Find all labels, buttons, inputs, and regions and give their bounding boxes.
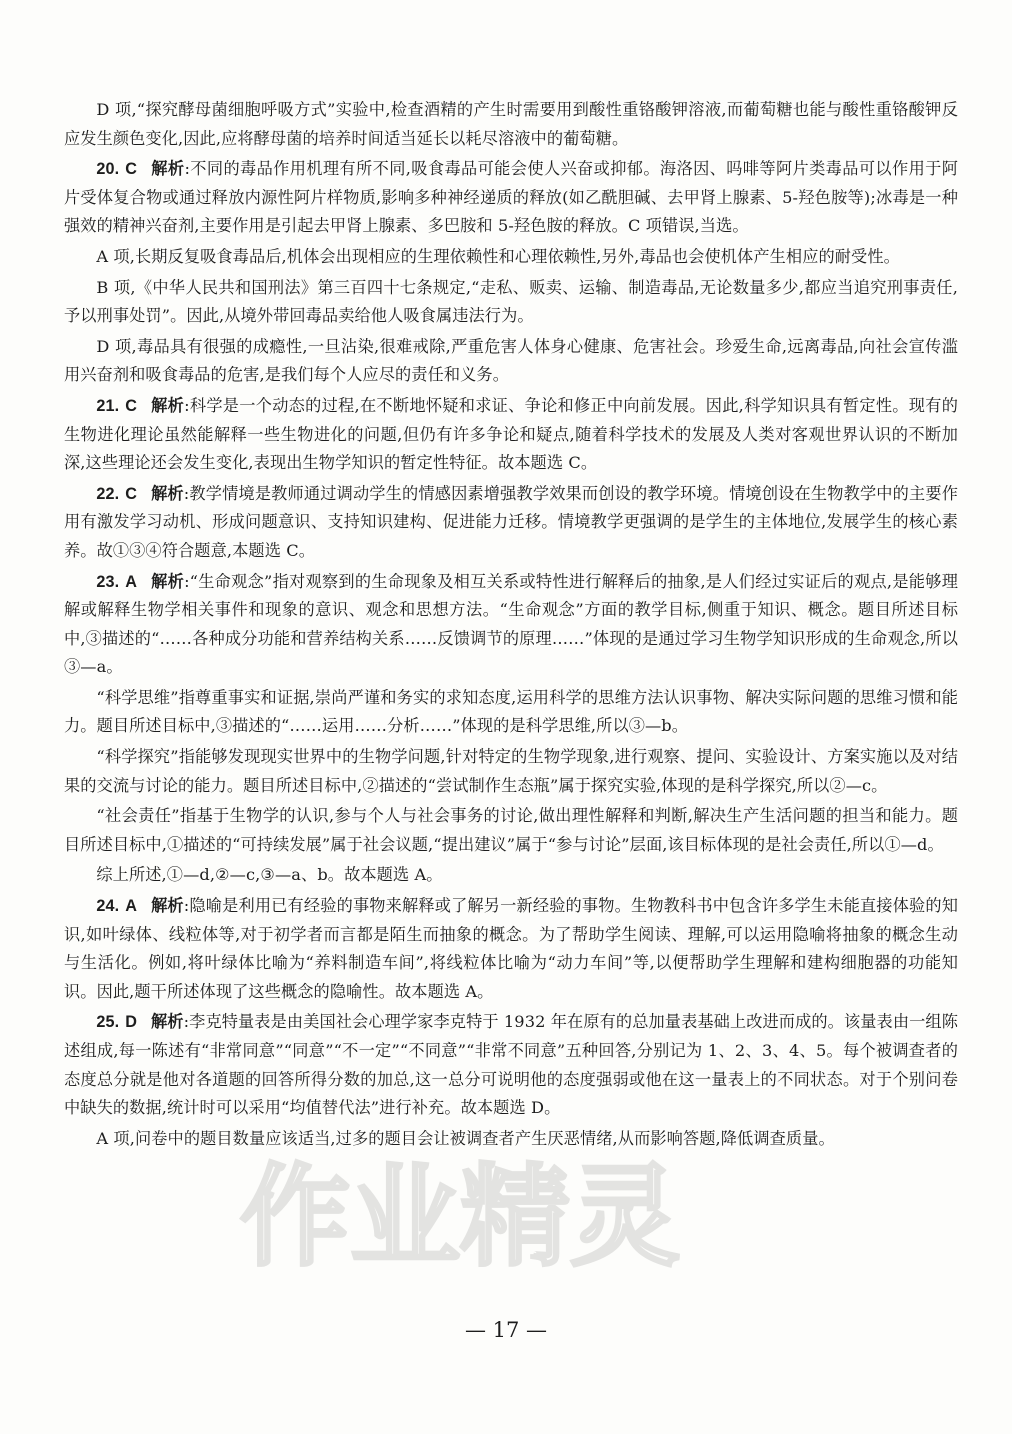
page-number: — 17 — — [464, 1318, 548, 1342]
paragraph-text: “科学探究”指能够发现现实世界中的生物学问题,针对特定的生物学现象,进行观察、提问、实验设计、方案实施以及对结果的交流与讨论的能力。题目所述目标中,②描述的“尝试制作生态瓶”属于探究实验,体现的是科学探究,所以②—c。 — [64, 747, 958, 795]
answer-letter: C — [125, 484, 137, 503]
watermark-logo — [230, 1150, 790, 1280]
paragraph-q24 — [64, 892, 958, 1006]
answer-letter: C — [125, 160, 137, 179]
paragraph-text: :“生命观念”指对观察到的生命现象及相互关系或特性进行解释后的抽象,是人们经过实证后的观点,是能够理解或解释生物学相关事件和现象的意识、观念和思想方法。“生命观念”方面的教学目标,侧重于知识、概念。题目所述目标中,③描述的“……各种成分功能和营养结构关系……反馈调节的原理……”体现的是通过学习生物学知识形成的生命观念,所以③—a。 — [64, 571, 958, 677]
answer-letter: A — [125, 897, 137, 916]
paragraph-text: :李克特量表是由美国社会心理学家李克特于 1932 年在原有的总加量表基础上改进而成的。该量表由一组陈述组成,每一陈述有“非常同意”“同意”“不一定”“不同意”“非常不同意”五种回答,分别记为 1、2、3、4、5。每个被调查者的态度总分就是他对各道题的回答所得分数的加总,这一总分可说明他的态度强弱或他在这一量表上的不同状态。对于个别问卷中缺失的数据,统计时可以采用“均值替代法”进行补充。故本题选 D。 — [64, 1012, 958, 1118]
paragraph — [64, 743, 958, 800]
paragraph-q21 — [64, 392, 958, 478]
paragraph — [64, 684, 958, 741]
question-number: 22. — [96, 484, 120, 503]
paragraph-text: :教学情境是教师通过调动学生的情感因素增强教学效果而创设的教学环境。情境创设在生物教学中的主要作用有激发学习动机、形成问题意识、支持知识建构、促进能力迁移。情境教学更强调的是学生的主体地位,发展学生的核心素养。故①③④符合题意,本题选 C。 — [64, 483, 959, 560]
paragraph-text: “科学思维”指尊重事实和证据,崇尚严谨和务实的求知态度,运用科学的思维方法认识事物、解决实际问题的思维习惯和能力。题目所述目标中,③描述的“……运用……分析……”体现的是科学思维,所以③—b。 — [64, 687, 958, 736]
paragraph — [64, 96, 958, 153]
paragraph-text: A 项,长期反复吸食毒品后,机体会出现相应的生理依赖性和心理依赖性,另外,毒品也会使机体产生相应的耐受性。 — [96, 246, 900, 266]
paragraph — [64, 243, 958, 272]
analysis-label: 解析 — [151, 483, 184, 503]
paragraph-q23 — [64, 568, 958, 682]
analysis-label: 解析 — [151, 159, 185, 179]
paragraph-text: 综上所述,①—d,②—c,③—a、b。故本题选 A。 — [96, 865, 443, 885]
analysis-label: 解析 — [151, 571, 185, 591]
analysis-label: 解析 — [151, 896, 184, 916]
answer-letter: D — [125, 1013, 137, 1032]
paragraph — [64, 274, 958, 331]
paragraph — [64, 1125, 958, 1154]
question-number: 20. — [96, 160, 120, 179]
paragraph-q22 — [64, 480, 958, 566]
question-number: 25. — [96, 1013, 120, 1032]
paragraph — [64, 802, 958, 859]
paragraph-text: B 项,《中华人民共和国刑法》第三百四十七条规定,“走私、贩卖、运输、制造毒品,无论数量多少,都应当追究刑事责任,予以刑事处罚”。因此,从境外带回毒品卖给他人吸食属违法行为。 — [64, 277, 958, 326]
analysis-label: 解析 — [151, 1012, 184, 1032]
paragraph — [64, 861, 958, 890]
paragraph-q25 — [64, 1008, 958, 1122]
paragraph-text: D 项,“探究酵母菌细胞呼吸方式”实验中,检查酒精的产生时需要用到酸性重铬酸钾溶液,而葡萄糖也能与酸性重铬酸钾反应发生颜色变化,因此,应将酵母菌的培养时间适当延长以耗尽溶液中的葡萄糖。 — [64, 100, 958, 148]
answer-letter: A — [125, 572, 137, 591]
paragraph-text: :隐喻是利用已有经验的事物来解释或了解另一新经验的事物。生物教科书中包含许多学生未能直接体验的知识,如叶绿体、线粒体等,对于初学者而言都是陌生而抽象的概念。为了帮助学生阅读、理解,可以运用隐喻将抽象的概念生动与生活化。例如,将叶绿体比喻为“养料制造车间”,将线粒体比喻为“动力车间”等,以便帮助学生理解和建构细胞器的功能知识。因此,题干所述体现了这些概念的隐喻性。故本题选 A。 — [64, 896, 959, 1001]
question-number: 21. — [96, 396, 120, 415]
paragraph-text: A 项,问卷中的题目数量应该适当,过多的题目会让被调查者产生厌恶情绪,从而影响答题,降低调查质量。 — [96, 1128, 835, 1148]
paragraph-text: D 项,毒品具有很强的成瘾性,一旦沾染,很难戒除,严重危害人体身心健康、危害社会。珍爱生命,远离毒品,向社会宣传滥用兴奋剂和吸食毒品的危害,是我们每个人应尽的责任和义务。 — [64, 336, 958, 385]
paragraph — [64, 333, 958, 390]
answer-letter: C — [125, 396, 137, 415]
paragraph-text: :不同的毒品作用机理有所不同,吸食毒品可能会使人兴奋或抑郁。海洛因、吗啡等阿片类毒品可以作用于阿片受体复合物或通过释放内源性阿片样物质,影响多种神经递质的释放(如乙酰胆碱、去甲肾上腺素、5-羟色胺等);冰毒是一种强效的精神兴奋剂,主要作用是引起去甲肾上腺素、多巴胺和 5-羟色胺的释放。C 项错误,当选。 — [64, 159, 959, 236]
analysis-label: 解析 — [151, 395, 185, 415]
paragraph-q20 — [64, 155, 958, 241]
watermark-text: 作业精灵 — [240, 1153, 680, 1280]
paragraph-text: :科学是一个动态的过程,在不断地怀疑和求证、争论和修正中向前发展。因此,科学知识具有暂定性。现有的生物进化理论虽然能解释一些生物进化的问题,但仍有许多争论和疑点,随着科学技术的发展及人类对客观世界认识的不断加深,这些理论还会发生变化,表现出生物学知识的暂定性特征。故本题选 C。 — [64, 395, 958, 473]
question-number: 23. — [96, 572, 120, 591]
question-number: 24. — [96, 897, 120, 916]
answer-explanation-body — [64, 96, 958, 1155]
paragraph-text: “社会责任”指基于生物学的认识,参与个人与社会事务的讨论,做出理性解释和判断,解决生产生活问题的担当和能力。题目所述目标中,①描述的“可持续发展”属于社会议题,“提出建议”属于“参与讨论”层面,该目标体现的是社会责任,所以①—d。 — [64, 806, 958, 854]
